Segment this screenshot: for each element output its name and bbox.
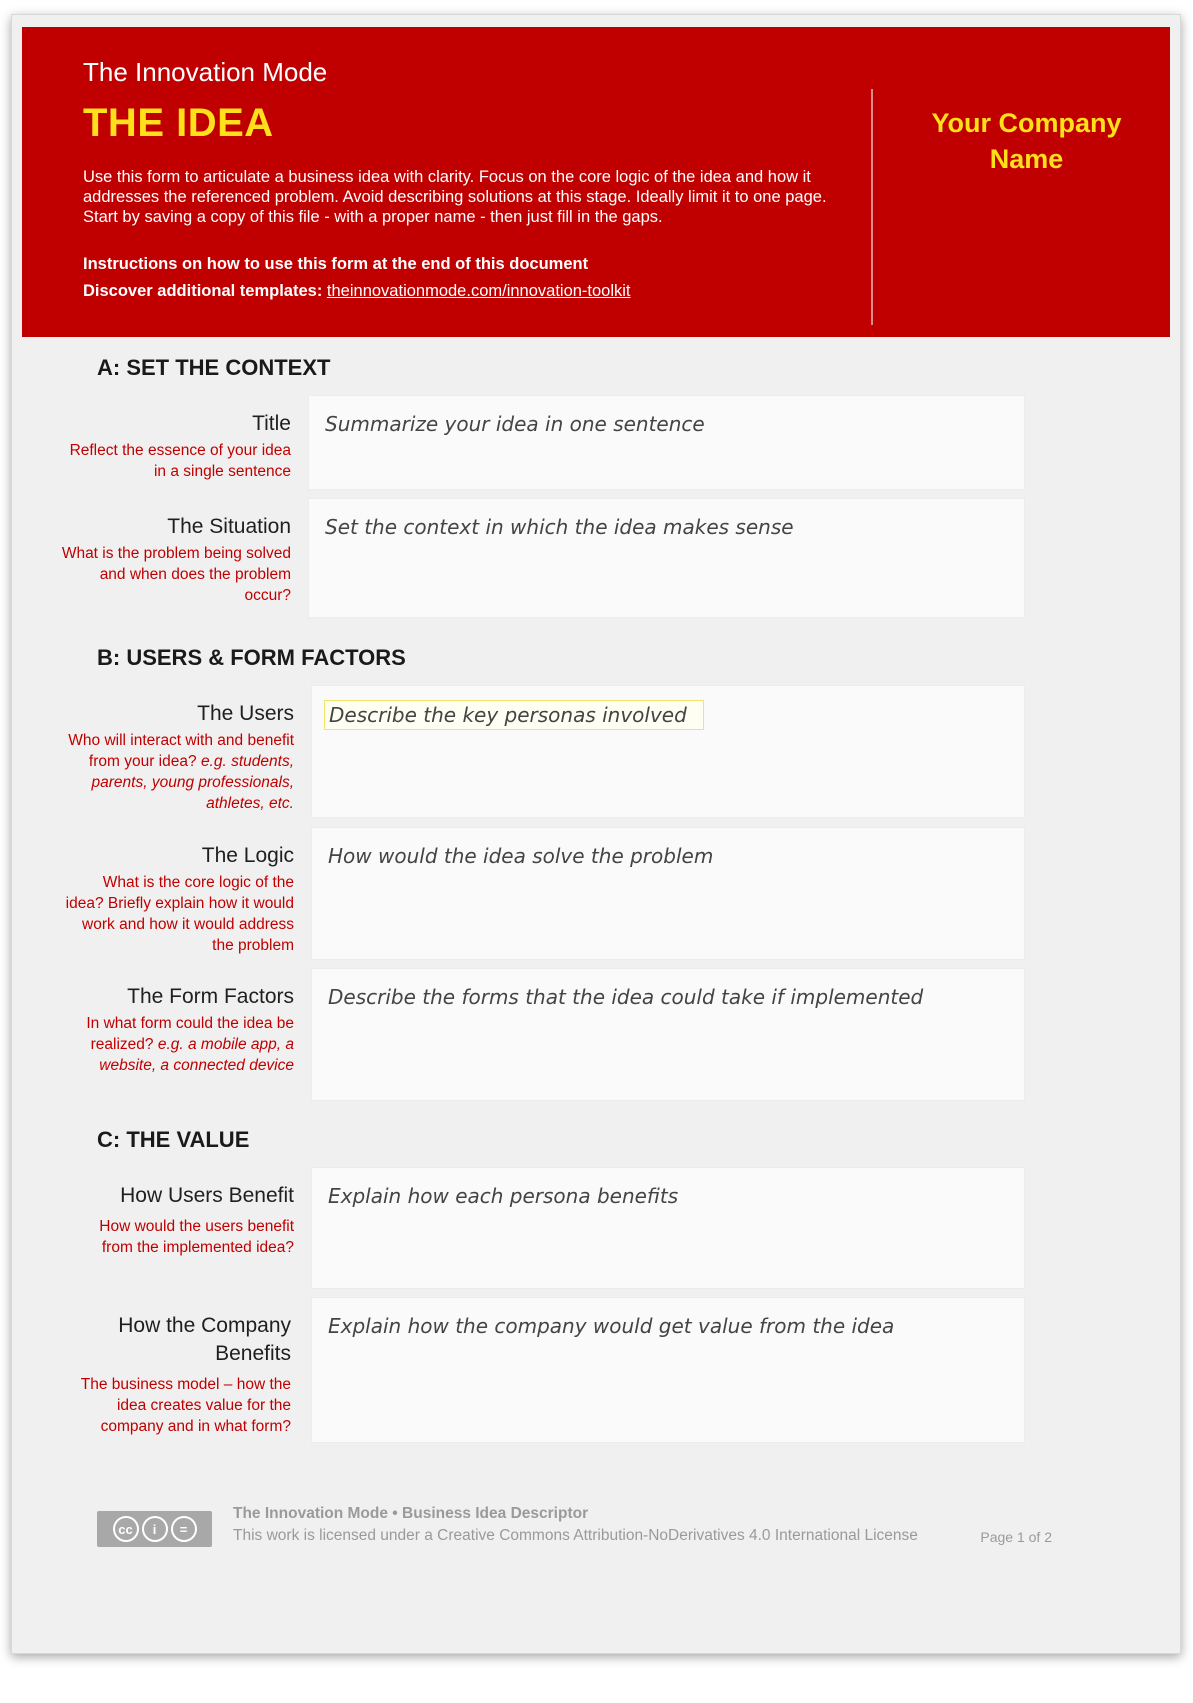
document-page	[11, 14, 1181, 1654]
discover-line	[83, 278, 843, 305]
form-factors-field[interactable]	[311, 968, 1025, 1101]
form-factors-label: The Form Factors	[127, 985, 294, 1008]
brand-name: The Innovation Mode	[83, 57, 328, 87]
situation-label: The Situation	[167, 515, 291, 538]
page-title: THE IDEA	[83, 101, 274, 145]
title-field[interactable]	[308, 395, 1025, 490]
logic-label-block	[64, 842, 294, 956]
header-divider	[871, 89, 873, 325]
company-name-line2: Name	[989, 144, 1064, 174]
company-benefit-label-line2: Benefits	[215, 1342, 291, 1365]
users-desc	[64, 730, 294, 814]
instructions-text: Instructions on how to use this form at the end of this document	[83, 255, 589, 273]
logic-desc: What is the core logic of the idea? Briefly explain how it would work and how it would address the problem	[65, 874, 294, 954]
footer-title: The Innovation Mode • Business Idea Descriptor	[233, 1505, 589, 1522]
attribution-icon: i	[142, 1516, 168, 1542]
company-benefit-desc: The business model – how the idea creates value for the company and in what form?	[80, 1376, 291, 1435]
users-benefit-label-block	[64, 1182, 294, 1258]
company-benefit-label-block	[61, 1312, 291, 1437]
users-benefit-label: How Users Benefit	[120, 1184, 294, 1207]
situation-label-block	[61, 513, 291, 606]
company-benefit-label-line1: How the Company	[118, 1314, 291, 1337]
form-factors-desc	[64, 1013, 294, 1076]
footer-license: This work is licensed under a Creative Commons Attribution-NoDerivatives 4.0 International License	[233, 1527, 918, 1544]
page-number: Page 1 of 2	[980, 1529, 1052, 1545]
title-label: Title	[252, 412, 291, 435]
users-field[interactable]	[311, 685, 1025, 818]
form-factors-desc-example: e.g. a mobile app, a website, a connected device	[99, 1036, 294, 1074]
users-desc-text: Who will interact with and benefit from your idea?	[68, 732, 294, 770]
instructions-block	[83, 251, 843, 305]
form-factors-label-block	[64, 983, 294, 1076]
users-benefit-field[interactable]	[311, 1167, 1025, 1289]
cc-icon: cc	[113, 1516, 139, 1542]
intro-text: Use this form to articulate a business idea with clarity. Focus on the core logic of the idea and how it addresses the referenced problem. Avoid describing solutions at this stage. Ideally limit it to one page. Start by saving a copy of this file - with a proper name - then just fill in the gaps.	[83, 168, 827, 226]
header-banner	[22, 27, 1170, 337]
users-benefit-desc: How would the users benefit from the implemented idea?	[99, 1218, 294, 1256]
users-label-block	[64, 700, 294, 814]
situation-field[interactable]	[308, 498, 1025, 618]
situation-placeholder: Set the context in which the idea makes sense	[325, 515, 794, 539]
title-label-block	[61, 410, 291, 482]
logic-field[interactable]	[311, 827, 1025, 960]
toolkit-link[interactable]: theinnovationmode.com/innovation-toolkit	[326, 282, 631, 300]
users-desc-example: e.g. students, parents, young professionals, athletes, etc.	[91, 753, 294, 812]
no-derivatives-icon: =	[171, 1516, 197, 1542]
users-placeholder: Describe the key personas involved	[324, 700, 704, 730]
company-benefit-field[interactable]	[311, 1297, 1025, 1443]
section-b-title: B: USERS & FORM FACTORS	[97, 645, 406, 670]
section-c-title: C: THE VALUE	[97, 1127, 250, 1152]
situation-desc: What is the problem being solved and when does the problem occur?	[61, 545, 291, 604]
logic-placeholder: How would the idea solve the problem	[328, 844, 714, 868]
users-benefit-placeholder: Explain how each persona benefits	[328, 1184, 679, 1208]
cc-license-logo[interactable]	[97, 1511, 212, 1547]
users-label: The Users	[197, 702, 294, 725]
discover-label: Discover additional templates:	[83, 282, 323, 300]
form-factors-placeholder: Describe the forms that the idea could take if implemented	[328, 985, 924, 1009]
company-name[interactable]	[884, 105, 1169, 177]
title-desc: Reflect the essence of your idea in a single sentence	[69, 442, 291, 480]
section-a-title: A: SET THE CONTEXT	[97, 355, 331, 380]
company-name-line1: Your Company	[931, 108, 1122, 138]
form-factors-desc-text: In what form could the idea be realized?	[86, 1015, 294, 1053]
company-benefit-placeholder: Explain how the company would get value from the idea	[328, 1314, 895, 1338]
title-placeholder: Summarize your idea in one sentence	[325, 412, 705, 436]
logic-label: The Logic	[201, 844, 294, 867]
